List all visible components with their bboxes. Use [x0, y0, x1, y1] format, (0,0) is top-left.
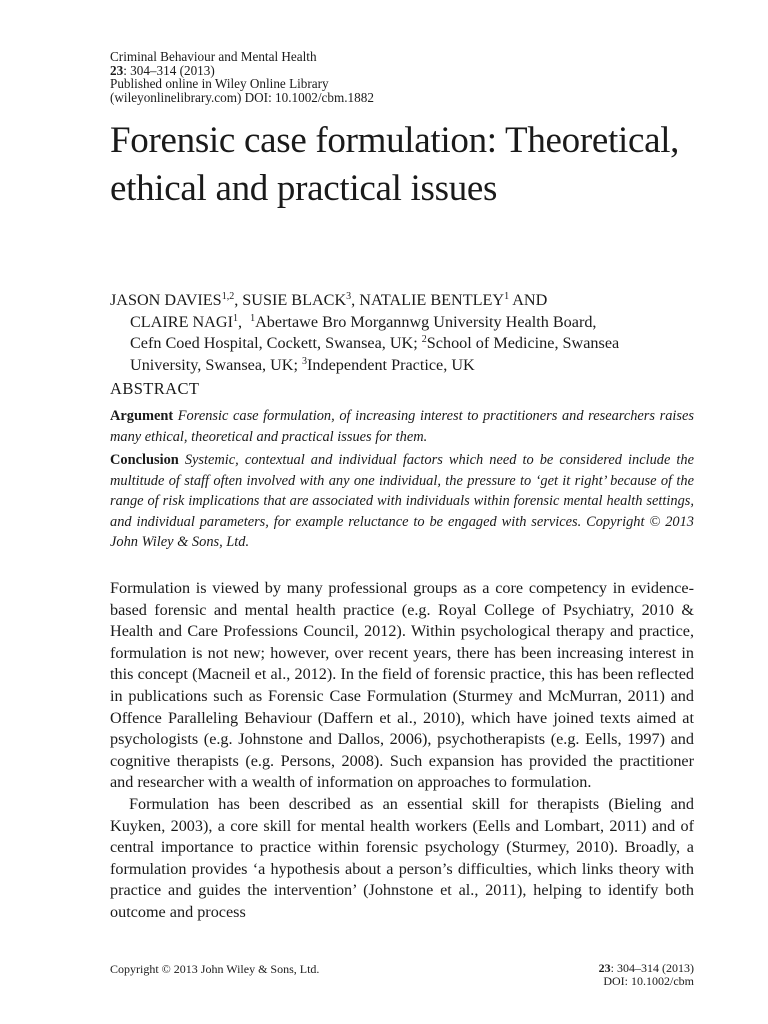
- affiliation-text: Independent Practice, UK: [307, 355, 475, 374]
- journal-doi: (wileyonlinelibrary.com) DOI: 10.1002/cbm.1882: [110, 89, 374, 105]
- footer-doi: DOI: 10.1002/cbm: [603, 973, 694, 988]
- affiliation-text: Cefn Coed Hospital, Cockett, Swansea, UK;: [130, 334, 422, 352]
- footer-pages-year: : 304–314 (2013): [610, 961, 694, 975]
- affiliation-text: University, Swansea, UK;: [130, 355, 303, 374]
- footer-citation: [599, 962, 694, 987]
- author-line-1: [110, 290, 690, 312]
- abstract-body: [110, 406, 694, 556]
- affiliation-text: Abertawe Bro Morgannwg University Health Board,: [255, 312, 597, 331]
- footer-volume-line: [599, 962, 694, 975]
- body-paragraph-1: Formulation is viewed by many professional groups as a core competency in evidence-based forensic and mental health practice (e.g. Royal College of Psychiatry, 2010 & Health and Care Professions Council, 2012). Within psychological therapy and practice, formulation is not new; however, over recent years, there has been increasing interest in this concept (Macneil et al., 2012). In the field of forensic practice, this has been reflected in publications such as Forensic Case Formulation (Sturmey and McMurran, 2011) and Offence Paralleling Behaviour (Daffern et al., 2010), which have joined texts aimed at psychologists (e.g. Johnstone and Dallos, 2006), psychotherapists (e.g. Eells, 1997) and cognitive therapists (e.g. Persons, 2008). Such expansion has provided the practitioner and researcher with a wealth of information on approaches to formulation.: [110, 579, 694, 792]
- separator: ,: [237, 312, 251, 331]
- affiliation-marker: 2: [421, 334, 427, 345]
- author-conjunction: AND: [509, 291, 548, 309]
- footer-volume: 23: [598, 961, 611, 975]
- footer-copyright: Copyright © 2013 John Wiley & Sons, Ltd.: [110, 962, 320, 976]
- author-name: , SUSIE BLACK: [234, 291, 347, 309]
- author-line-2: [110, 312, 690, 334]
- argument-label: Argument: [110, 408, 174, 424]
- author-name: , NATALIE BENTLEY: [351, 291, 505, 309]
- abstract-conclusion: [110, 450, 694, 553]
- author-name: JASON DAVIES: [110, 291, 222, 309]
- affiliation-marker: 1: [232, 312, 238, 324]
- affiliation-text: School of Medicine, Swansea: [426, 334, 620, 352]
- conclusion-label: Conclusion: [110, 452, 179, 468]
- journal-volume: 23: [110, 62, 124, 78]
- title-line-1: Forensic case formulation: Theoretical,: [110, 120, 680, 161]
- affiliation-marker: 1: [504, 291, 510, 302]
- author-block: [110, 290, 690, 376]
- conclusion-text: Systemic, contextual and individual factors which need to be considered include the multitude of staff often involved with any one individual, the pressure to ‘get it right’ because of the range of risk implications that are associated with individuals within forensic mental health settings, and individual parameters, for example reluctance to be engaged with services. Copyright © 2013 John Wiley & Sons, Ltd.: [110, 452, 694, 550]
- affiliation-marker: 3: [302, 355, 308, 367]
- argument-text: Forensic case formulation, of increasing interest to practitioners and researchers raises many ethical, theoretical and practical issues for them.: [110, 408, 694, 445]
- main-text: [110, 578, 694, 924]
- journal-pages-year: : 304–314 (2013): [123, 62, 215, 78]
- abstract-argument: [110, 406, 694, 447]
- author-name: CLAIRE NAGI: [130, 312, 233, 331]
- journal-volume-line: [110, 64, 374, 78]
- journal-header: [110, 50, 374, 104]
- article-title: [110, 117, 710, 213]
- affiliation-marker: 3: [346, 291, 352, 302]
- journal-published: Published online in Wiley Online Library: [110, 76, 329, 91]
- affiliation-marker: 1,2: [221, 291, 235, 302]
- author-line-3: [110, 333, 690, 355]
- body-paragraph-2: Formulation has been described as an essential skill for therapists (Bieling and Kuyken, 2003), a core skill for mental health workers (Eells and Lombart, 2011) and of central importance to practice within forensic psychology (Sturmey, 2010). Broadly, a formulation provides ‘a hypothesis about a person’s difficulties, which links theory with practice and guides the intervention’ (Johnstone et al., 2011), helping to identify both outcome and process: [110, 794, 694, 921]
- title-line-2: ethical and practical issues: [110, 168, 498, 209]
- author-line-4: [110, 355, 690, 377]
- abstract-heading: ABSTRACT: [110, 379, 200, 398]
- affiliation-marker: 1: [250, 312, 256, 324]
- journal-name: Criminal Behaviour and Mental Health: [110, 49, 317, 64]
